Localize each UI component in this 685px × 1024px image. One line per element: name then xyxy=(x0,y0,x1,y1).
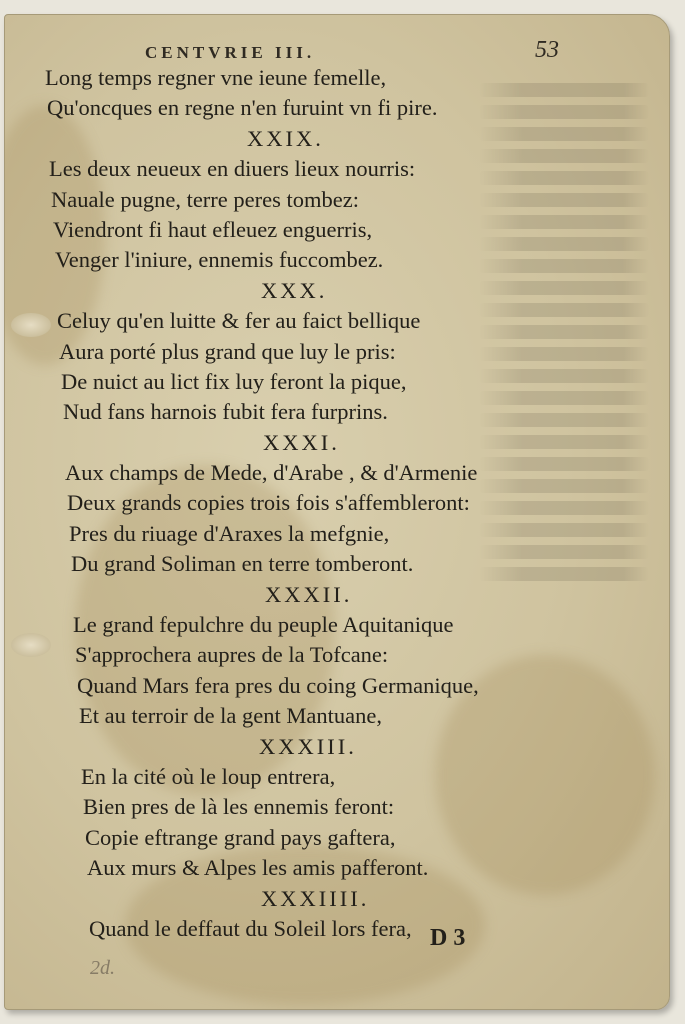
verse-line: Nauale pugne, terre peres tombez: xyxy=(51,186,359,212)
page-number: 53 xyxy=(535,37,559,63)
quatrain-number: XXX. xyxy=(261,277,328,303)
verse-line: Aux murs & Alpes les amis pafferont. xyxy=(87,855,429,881)
verse-line: Viendront fi haut efleuez enguerris, xyxy=(53,216,373,242)
verse-line: Quand le deffaut du Soleil lors fera, xyxy=(89,915,412,941)
verse-line: Aura porté plus grand que luy le pris: xyxy=(59,338,396,364)
verse-line: Les deux neueux en diuers lieux nourris: xyxy=(49,156,416,182)
verse-line: Qu'oncques en regne n'en furuint vn fi pire. xyxy=(47,95,438,121)
running-head: CENTVRIE III. xyxy=(145,43,316,62)
quatrain-number: XXIX. xyxy=(247,125,324,151)
verse-line: Quand Mars fera pres du coing Germanique, xyxy=(77,672,479,698)
quatrain-number: XXXI. xyxy=(263,429,340,455)
quatrain-number: XXXIIII. xyxy=(261,885,370,911)
verse-line: Copie eftrange grand pays gaftera, xyxy=(85,824,396,850)
verse-line: Aux champs de Mede, d'Arabe , & d'Armenie xyxy=(65,460,478,486)
verse-line: Nud fans harnois fubit fera furprins. xyxy=(63,399,388,425)
verse-line: Pres du riuage d'Araxes la mefgnie, xyxy=(69,520,390,546)
margin-mark: 2d. xyxy=(90,957,115,979)
quatrain-number: XXXIII. xyxy=(259,733,357,759)
verse-line: Venger l'iniure, ennemis fuccombez. xyxy=(55,247,384,273)
book-page xyxy=(4,14,670,1010)
verse-line: Long temps regner vne ieune femelle, xyxy=(45,65,387,90)
verse-line: S'approchera aupres de la Tofcane: xyxy=(75,642,389,668)
verse-line: Deux grands copies trois fois s'affembleront: xyxy=(67,490,470,516)
verse-line: Bien pres de là les ennemis feront: xyxy=(83,794,395,820)
quatrain-text xyxy=(37,63,657,944)
quatrain-number: XXXII. xyxy=(265,581,353,607)
verse-line: Le grand fepulchre du peuple Aquitanique xyxy=(73,612,454,638)
verse-line: De nuict au lict fix luy feront la pique, xyxy=(61,368,407,394)
verse-line: En la cité où le loup entrera, xyxy=(81,763,336,789)
verse-line: Du grand Soliman en terre tomberont. xyxy=(71,551,414,577)
verse-line: Celuy qu'en luitte & fer au faict bellique xyxy=(57,308,421,334)
verse-line: Et au terroir de la gent Mantuane, xyxy=(79,703,383,729)
signature-mark: D 3 xyxy=(430,925,466,951)
